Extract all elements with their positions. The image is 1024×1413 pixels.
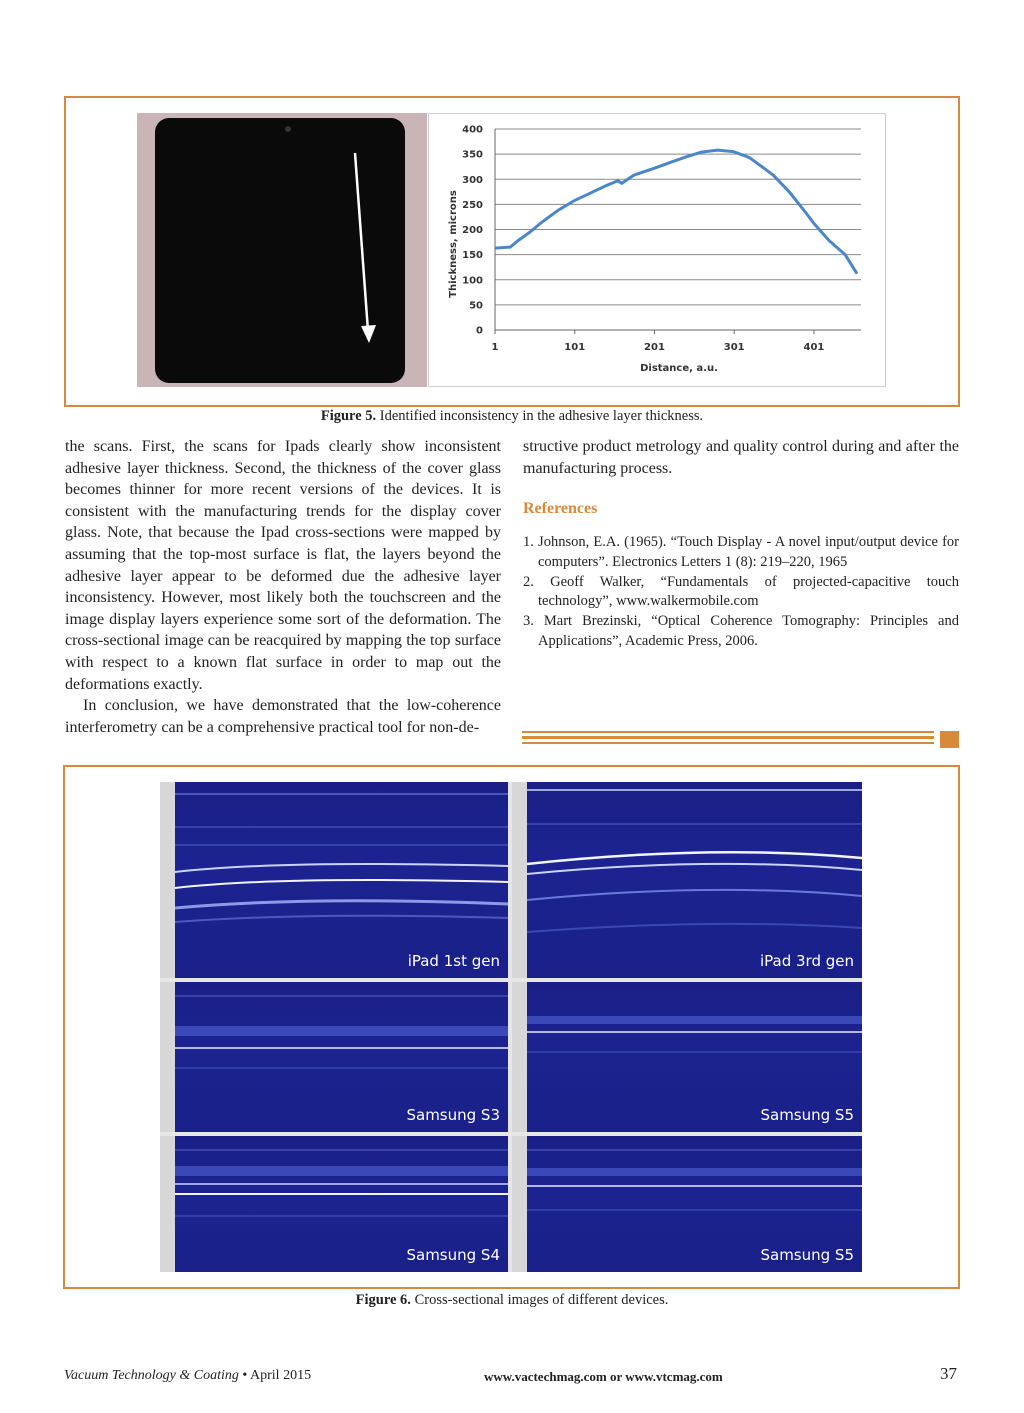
left-paragraph-2: In conclusion, we have demonstrated that the low-coherence interferometry can be a comprehensive practical tool for non-de- [65, 697, 501, 736]
figure-5-caption-label: Figure 5. [320, 408, 377, 424]
chart-y-label: Thickness, microns [448, 190, 459, 298]
chart-y-ticks [462, 125, 483, 337]
footer-separator: • [238, 1368, 251, 1383]
left-column [65, 436, 501, 738]
chart-y-tick-label: 300 [462, 174, 483, 186]
chart-y-tick-label: 150 [462, 250, 483, 262]
chart-y-tick-label: 250 [462, 199, 483, 211]
journal-name: Vacuum Technology & Coating [64, 1368, 239, 1383]
scan-panel-samsung-s5-a [512, 982, 862, 1132]
reference-item: 3. Mart Brezinski, “Optical Coherence Tomography: Principles and Applications”, Academic Press, 2006. [523, 613, 959, 649]
scan-panel-label: iPad 3rd gen [759, 952, 854, 970]
chart-y-tick-label: 50 [469, 300, 483, 312]
figure-6-caption-label: Figure 6. [355, 1292, 411, 1308]
page-number: 37 [940, 1364, 957, 1383]
scan-layers [512, 782, 862, 978]
issue-date: April 2015 [250, 1368, 312, 1383]
figure-6-caption [0, 1292, 1024, 1309]
scan-layers [160, 782, 508, 978]
chart-y-tick-label: 200 [462, 225, 483, 236]
figure-5-caption-text: Identified inconsistency in the adhesive layer thickness. [376, 408, 704, 424]
thickness-chart [428, 113, 886, 387]
chart-x-label: Distance, a.u. [640, 363, 718, 374]
chart-x-tick-label: 1 [491, 342, 499, 353]
tablet-photo [137, 113, 427, 387]
right-paragraph-1: structive product metrology and quality control during and after the manufacturing process. [523, 438, 959, 477]
chart-y-tick-label: 400 [462, 124, 483, 136]
chart-x-tick-label: 201 [644, 342, 665, 353]
cross-section-grid [160, 782, 862, 1272]
scan-panel-ipad-3 [512, 782, 862, 978]
chart-y-tick-label: 100 [462, 275, 483, 287]
left-paragraph-1: the scans. First, the scans for Ipads clearly show inconsistent adhesive layer thickness. Second, the thickness of the cover glass becomes thinner for more recent versions of the devices. It is consistent with the manufacturing trends for the display cover glass. Note, that because the Ipad cross-sections were mapped by assuming that the top-most surface is flat, the layers beyond the adhesive layer appear to be deformed due the adhesive layer inconsistency. However, most likely both the touchscreen and the image display layers experience some sort of the deformation. The cross-sectional image can be reacquired by mapping the top surface with respect to a known flat surface in order to map out the deformations exactly. [65, 438, 501, 693]
scan-direction-arrow-icon [137, 113, 427, 387]
right-column [523, 436, 959, 479]
chart-x-ticks [492, 330, 825, 353]
scan-panel-label: Samsung S5 [760, 1246, 854, 1264]
scan-panel-samsung-s3 [160, 982, 508, 1132]
scan-panel-samsung-s4 [160, 1136, 508, 1272]
reference-item: 2. Geoff Walker, “Fundamentals of projected-capacitive touch technology”, www.walkermobile.com [523, 573, 959, 610]
scan-panel-label: iPad 1st gen [407, 952, 500, 970]
decorative-rule [522, 731, 934, 745]
references-list [523, 533, 959, 652]
chart-x-tick-label: 401 [803, 342, 825, 353]
reference-item: 1. Johnson, E.A. (1965). “Touch Display - A novel input/output device for computers”. Electronics Letters 1 (8): 219–220, 1965 [523, 534, 959, 570]
scan-panel-samsung-s5-b [512, 1136, 862, 1272]
references-heading: References [523, 500, 598, 517]
scan-panel-label: Samsung S5 [760, 1106, 854, 1124]
footer-website[interactable]: www.vactechmag.com or www.vtcmag.com [484, 1369, 723, 1384]
thickness-chart-svg [429, 114, 887, 388]
chart-y-tick-label: 350 [462, 149, 483, 161]
chart-y-tick-label: 0 [476, 325, 483, 337]
footer-journal [64, 1368, 311, 1384]
chart-x-tick-label: 301 [723, 342, 745, 353]
chart-x-tick-label: 101 [564, 342, 586, 353]
figure-5-caption [0, 408, 1024, 425]
scan-panel-label: Samsung S4 [406, 1246, 500, 1264]
scan-panel-label: Samsung S3 [406, 1106, 500, 1124]
figure-6-caption-text: Cross-sectional images of different devices. [410, 1292, 669, 1308]
scan-panel-ipad-1 [160, 782, 508, 978]
thickness-series-line [495, 150, 857, 274]
decorative-square [940, 731, 959, 748]
